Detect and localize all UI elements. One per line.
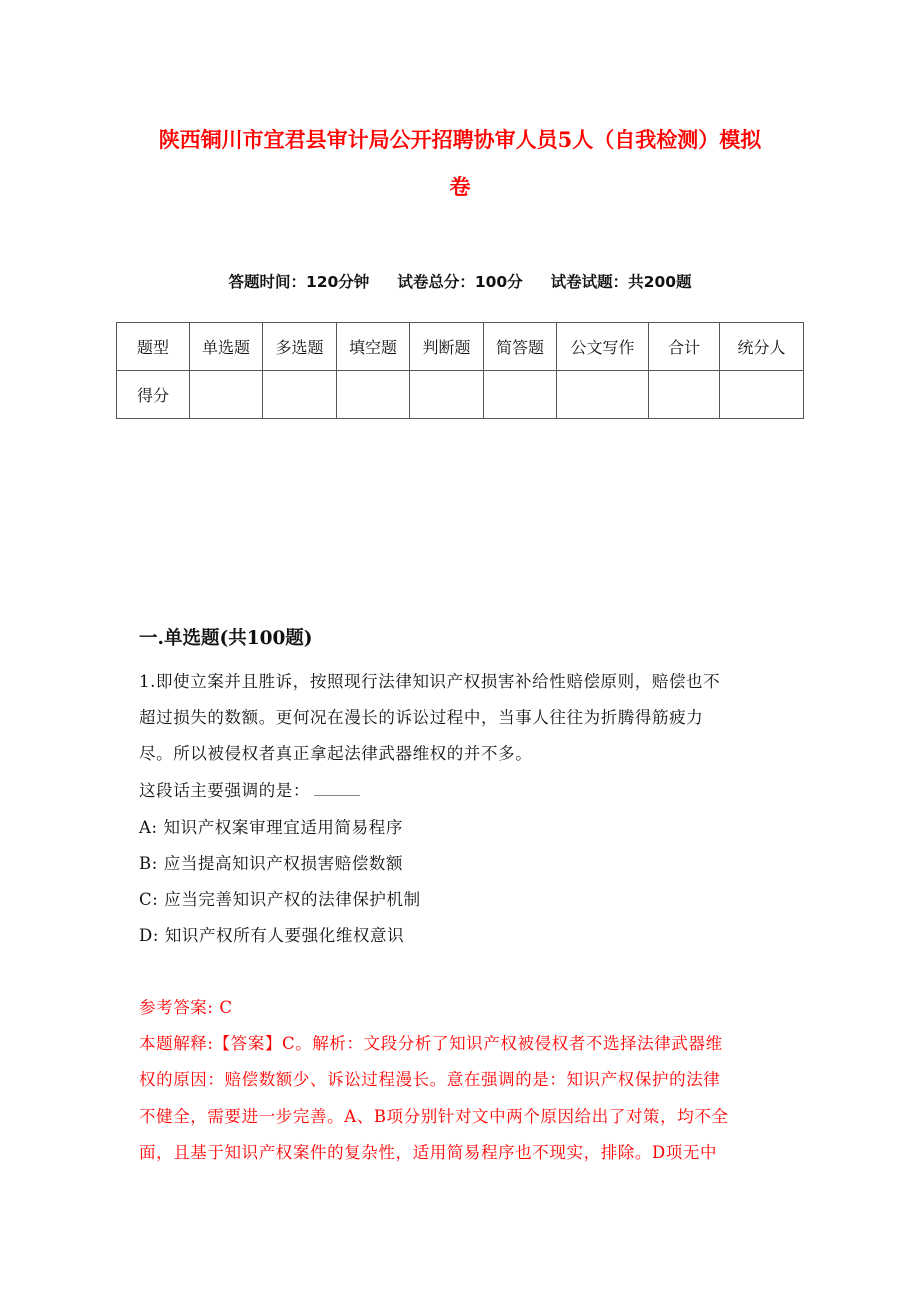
score-cell xyxy=(410,371,484,419)
score-cell xyxy=(649,371,720,419)
question-prompt-text: 这段话主要强调的是： xyxy=(139,781,310,800)
question-prompt xyxy=(139,777,360,801)
score-table-header-row xyxy=(117,323,804,371)
answer-blank xyxy=(314,781,360,796)
exam-meta xyxy=(0,270,920,292)
header-cell: 公文写作 xyxy=(557,323,649,371)
header-cell: 题型 xyxy=(117,323,190,371)
score-table xyxy=(116,322,804,419)
header-cell: 填空题 xyxy=(337,323,410,371)
reference-answer: 参考答案: C xyxy=(139,998,233,1017)
score-cell xyxy=(337,371,410,419)
score-cell xyxy=(190,371,263,419)
option-d: D: 知识产权所有人要强化维权意识 xyxy=(139,926,405,945)
option-c: C: 应当完善知识产权的法律保护机制 xyxy=(139,890,421,909)
header-cell: 单选题 xyxy=(190,323,263,371)
option-a: A: 知识产权案审理宜适用简易程序 xyxy=(139,818,403,837)
exam-question-count: 试卷试题：共200题 xyxy=(550,273,692,291)
explanation-line: 不健全，需要进一步完善。A、B项分别针对文中两个原因给出了对策，均不全 xyxy=(139,1107,729,1126)
section-heading: 一.单选题(共100题) xyxy=(139,628,313,649)
score-cell xyxy=(720,371,804,419)
header-cell: 判断题 xyxy=(410,323,484,371)
score-cell xyxy=(263,371,337,419)
question-stem-line: 1.即使立案并且胜诉，按照现行法律知识产权损害补给性赔偿原则，赔偿也不 xyxy=(139,672,721,691)
score-cell xyxy=(557,371,649,419)
option-b: B: 应当提高知识产权损害赔偿数额 xyxy=(139,854,404,873)
exam-time: 答题时间：120分钟 xyxy=(228,273,370,291)
question-stem-line: 超过损失的数额。更何况在漫长的诉讼过程中，当事人往往为折腾得筋疲力 xyxy=(139,708,704,727)
explanation-line: 面，且基于知识产权案件的复杂性，适用简易程序也不现实，排除。D项无中 xyxy=(139,1143,718,1162)
exam-total-score: 试卷总分：100分 xyxy=(397,273,523,291)
row-label-cell: 得分 xyxy=(117,371,190,419)
document-title-line-2: 卷 xyxy=(449,174,471,199)
header-cell: 统分人 xyxy=(720,323,804,371)
score-cell xyxy=(484,371,557,419)
question-stem-line: 尽。所以被侵权者真正拿起法律武器维权的并不多。 xyxy=(139,744,533,763)
document-title-line-1: 陕西铜川市宜君县审计局公开招聘协审人员5人（自我检测）模拟 xyxy=(158,127,762,152)
explanation-line: 权的原因：赔偿数额少、诉讼过程漫长。意在强调的是：知识产权保护的法律 xyxy=(139,1070,721,1089)
header-cell: 合计 xyxy=(649,323,720,371)
explanation-line: 本题解释:【答案】C。解析：文段分析了知识产权被侵权者不选择法律武器维 xyxy=(139,1034,723,1053)
header-cell: 多选题 xyxy=(263,323,337,371)
score-table-score-row xyxy=(117,371,804,419)
header-cell: 简答题 xyxy=(484,323,557,371)
